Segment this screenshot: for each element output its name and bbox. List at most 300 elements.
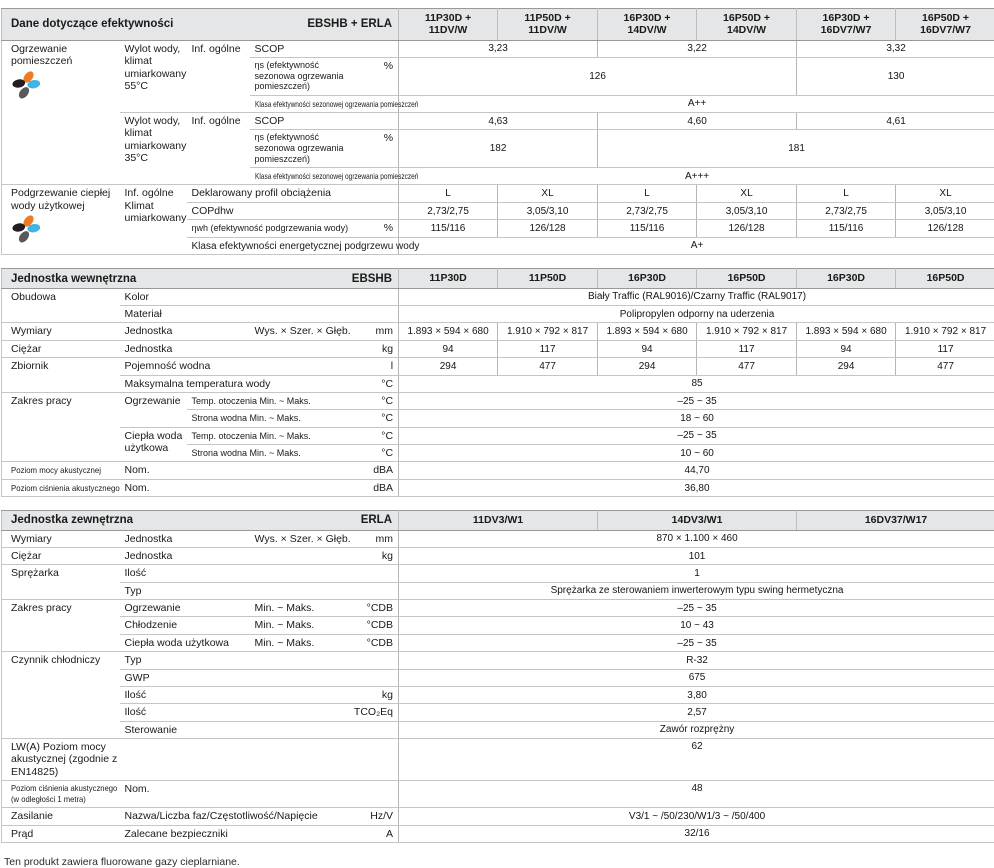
label-text: Strona wodna Min. ~ Maks.: [192, 413, 301, 424]
label-text: Min. ~ Maks.: [255, 637, 315, 649]
label-text: Nom.: [125, 783, 150, 795]
label-cell: [120, 781, 399, 808]
section-model-code: ERLA: [361, 514, 395, 526]
label-text: Sprężarka: [11, 567, 59, 579]
label-text: Ilość: [125, 567, 147, 579]
label-text: dBA: [373, 464, 393, 476]
table-row: [2, 565, 994, 582]
value-cell: 94: [399, 340, 498, 357]
label-cell: [120, 547, 354, 564]
label-text: Kolor: [125, 291, 150, 303]
label-text: LW(A) Poziom mocy akustycznej (zgodnie z EN14825): [11, 741, 118, 778]
label-text: °C: [381, 430, 393, 442]
label-text: Ilość: [125, 706, 147, 718]
column-header: 11P50D: [498, 269, 598, 288]
label-cell: [2, 781, 120, 808]
value-cell: 1.910 × 792 × 817: [896, 323, 994, 340]
value-cell: A+: [399, 237, 994, 255]
value-cell: 182: [399, 130, 598, 168]
label-text: Prąd: [11, 828, 33, 840]
value-cell: 3,32: [797, 40, 994, 57]
label-text: kg: [382, 689, 393, 701]
value-cell: L: [797, 185, 896, 202]
label-text: TCO₂Eq: [354, 706, 393, 718]
label-cell: [2, 600, 120, 652]
label-cell: [2, 652, 120, 739]
column-header: 16P30D + 14DV/W: [598, 9, 697, 41]
label-cell: [187, 392, 354, 409]
label-text: Zakres pracy: [11, 395, 72, 407]
label-cell: [354, 410, 399, 427]
label-cell: [250, 600, 354, 617]
value-cell: 477: [896, 358, 994, 375]
label-cell: [2, 392, 120, 462]
value-cell: 477: [498, 358, 598, 375]
value-cell: –25 ~ 35: [399, 392, 994, 409]
table-row: [2, 652, 994, 669]
section-model-code: EBSHB: [352, 273, 395, 285]
label-text: Ogrzewanie: [125, 602, 181, 614]
value-cell: Biały Traffic (RAL9016)/Czarny Traffic (RAL9017): [399, 288, 994, 305]
label-cell: [354, 392, 399, 409]
label-cell: [2, 739, 120, 781]
table-row: [2, 808, 994, 825]
label-cell: [250, 113, 399, 130]
label-text: ηs (efektywność sezonowa ogrzewania pomieszczeń): [255, 132, 352, 164]
value-cell: 101: [399, 547, 994, 564]
value-cell: –25 ~ 35: [399, 634, 994, 651]
label-text: °C: [381, 412, 393, 424]
label-text: Poziom mocy akustycznej: [11, 465, 101, 475]
label-cell: [120, 288, 399, 305]
value-cell: 4,61: [797, 113, 994, 130]
label-text: Wylot wody, klimat umiarkowany 35°C: [125, 115, 187, 165]
label-text: Temp. otoczenia Min. ~ Maks.: [192, 431, 311, 442]
label-cell: [354, 445, 399, 462]
label-text: Zalecane bezpieczniki: [125, 828, 228, 840]
value-cell: 4,63: [399, 113, 598, 130]
table-row: [2, 582, 994, 599]
footnote: Ten produkt zawiera fluorowane gazy cieplarniane.: [4, 856, 994, 868]
label-text: Materiał: [125, 308, 162, 320]
label-text: Jednostka: [125, 550, 173, 562]
label-text: Inf. ogólne Klimat umiarkowany: [125, 187, 187, 224]
section-header-row: [2, 511, 994, 530]
label-cell: [120, 634, 250, 651]
label-text: Ciepła woda użytkowa: [125, 430, 185, 455]
section-title: Jednostka zewnętrzna: [5, 514, 133, 526]
value-cell: 85: [399, 375, 994, 392]
value-cell: 48: [399, 781, 994, 808]
label-text: %: [384, 222, 393, 234]
label-text: Jednostka: [125, 343, 173, 355]
label-text: Ciężar: [11, 343, 41, 355]
label-text: Nom.: [125, 464, 150, 476]
label-text: Inf. ogólne: [192, 43, 241, 55]
value-cell: XL: [498, 185, 598, 202]
value-cell: 3,22: [598, 40, 797, 57]
label-cell: [187, 410, 354, 427]
label-cell: [354, 686, 399, 703]
label-cell: [120, 375, 354, 392]
value-cell: L: [399, 185, 498, 202]
label-cell: [250, 40, 399, 57]
label-cell: [250, 130, 354, 168]
table-row: [2, 358, 994, 375]
label-text: Obudowa: [11, 291, 56, 303]
value-cell: 115/116: [598, 220, 697, 237]
label-cell: [2, 808, 120, 825]
label-cell: [120, 306, 399, 323]
label-text: Ilość: [125, 689, 147, 701]
table-row: [2, 340, 994, 357]
value-cell: 181: [598, 130, 994, 168]
label-text: Zakres pracy: [11, 602, 72, 614]
value-cell: V3/1 ~ /50/230/W1/3 ~ /50/400: [399, 808, 994, 825]
label-cell: [354, 825, 399, 842]
value-cell: 3,80: [399, 686, 994, 703]
label-text: Typ: [125, 585, 142, 597]
label-cell: [187, 220, 354, 237]
value-cell: 94: [797, 340, 896, 357]
label-text: kg: [382, 343, 393, 355]
label-cell: [250, 323, 354, 340]
value-cell: 126/128: [896, 220, 994, 237]
value-cell: 32/16: [399, 825, 994, 842]
label-cell: [120, 427, 187, 462]
label-cell: [2, 462, 120, 479]
column-header: 16P50D: [896, 269, 994, 288]
label-text: mm: [376, 325, 394, 337]
section-header-row: [2, 269, 994, 288]
value-cell: 2,73/2,75: [598, 202, 697, 219]
label-cell: [354, 462, 399, 479]
label-text: Temp. otoczenia Min. ~ Maks.: [192, 396, 311, 407]
value-cell: 126: [399, 58, 797, 96]
section-header-cell: [2, 269, 399, 288]
label-cell: [250, 530, 354, 547]
spec-table-2: [1, 268, 994, 497]
value-cell: A++: [399, 95, 994, 112]
value-cell: –25 ~ 35: [399, 427, 994, 444]
value-cell: Zawór rozprężny: [399, 721, 994, 738]
label-text: Maksymalna temperatura wody: [125, 378, 271, 390]
label-cell: [120, 323, 250, 340]
label-text: Pojemność wodna: [125, 360, 211, 372]
label-cell: [120, 358, 354, 375]
label-text: Min. ~ Maks.: [255, 602, 315, 614]
label-cell: [354, 220, 399, 237]
label-cell: [120, 340, 354, 357]
label-cell: [2, 530, 120, 547]
label-cell: [120, 185, 187, 255]
value-cell: 1.893 × 594 × 680: [797, 323, 896, 340]
label-text: Deklarowany profil obciążenia: [192, 187, 332, 199]
label-text: Typ: [125, 654, 142, 666]
table-row: [2, 739, 994, 781]
label-cell: [120, 721, 399, 738]
label-cell: [187, 445, 354, 462]
label-cell: [250, 617, 354, 634]
label-cell: [354, 340, 399, 357]
label-text: SCOP: [255, 43, 285, 55]
column-header: 11P30D: [399, 269, 498, 288]
value-cell: 1.893 × 594 × 680: [598, 323, 697, 340]
value-cell: 18 ~ 60: [399, 410, 994, 427]
value-cell: 3,05/3,10: [697, 202, 797, 219]
label-text: Hz/V: [370, 810, 393, 822]
value-cell: 126/128: [697, 220, 797, 237]
label-text: Zasilanie: [11, 810, 53, 822]
value-cell: 44,70: [399, 462, 994, 479]
table-row: [2, 825, 994, 842]
column-header: 16P50D + 14DV/W: [697, 9, 797, 41]
value-cell: 2,73/2,75: [797, 202, 896, 219]
label-cell: [187, 113, 250, 185]
label-text: dBA: [373, 482, 393, 494]
column-header: 16P30D: [797, 269, 896, 288]
label-text: ηs (efektywność sezonowa ogrzewania pomieszczeń): [255, 60, 352, 92]
value-cell: R-32: [399, 652, 994, 669]
label-cell: [354, 202, 399, 219]
label-cell: [120, 113, 187, 185]
label-text: kg: [382, 550, 393, 562]
table-row: [2, 427, 994, 444]
value-cell: 1.910 × 792 × 817: [697, 323, 797, 340]
label-text: Wys. × Szer. × Głęb.: [255, 533, 351, 545]
label-cell: [354, 547, 399, 564]
label-cell: [120, 739, 399, 781]
table-row: [2, 288, 994, 305]
value-cell: 1.910 × 792 × 817: [498, 323, 598, 340]
table-row: [2, 40, 994, 57]
value-cell: L: [598, 185, 697, 202]
label-cell: [2, 825, 120, 842]
spec-table-1: [1, 8, 994, 255]
label-cell: [354, 479, 399, 496]
table-row: [2, 781, 994, 808]
label-text: Inf. ogólne: [192, 115, 241, 127]
label-cell: [187, 237, 399, 255]
table-row: [2, 704, 994, 721]
column-header: 16P50D: [697, 269, 797, 288]
label-cell: [120, 617, 250, 634]
label-text: mm: [376, 533, 394, 545]
label-cell: [120, 40, 187, 112]
label-text: Chłodzenie: [125, 619, 178, 631]
section-title: Jednostka wewnętrzna: [5, 273, 136, 285]
label-cell: [120, 462, 354, 479]
label-cell: [2, 40, 120, 185]
label-cell: [2, 479, 120, 496]
label-text: Sterowanie: [125, 724, 178, 736]
value-cell: 1: [399, 565, 994, 582]
label-cell: [120, 582, 399, 599]
label-cell: [354, 617, 399, 634]
section-header-row: [2, 9, 994, 41]
table-row: [2, 113, 994, 130]
spec-table-3: [1, 510, 994, 843]
label-text: Nom.: [125, 482, 150, 494]
label-cell: [354, 530, 399, 547]
label-cell: [354, 375, 399, 392]
label-text: °C: [381, 378, 393, 390]
label-cell: [250, 95, 399, 112]
table-row: [2, 462, 994, 479]
column-header: 16P30D + 16DV7/W7: [797, 9, 896, 41]
label-text: Ogrzewanie: [125, 395, 181, 407]
label-cell: [120, 600, 250, 617]
column-header: 11DV3/W1: [399, 511, 598, 530]
value-cell: 115/116: [797, 220, 896, 237]
label-text: Klasa efektywności sezonowej ogrzewania pomieszczeń: [255, 172, 418, 182]
value-cell: Sprężarka ze sterowaniem inwerterowym typu swing hermetyczna: [399, 582, 994, 599]
label-cell: [120, 392, 187, 427]
label-cell: [187, 40, 250, 112]
label-cell: [354, 185, 399, 202]
label-cell: [354, 323, 399, 340]
label-cell: [187, 427, 354, 444]
label-text: Podgrzewanie ciepłej wody użytkowej: [11, 187, 118, 212]
table-row: [2, 185, 994, 202]
label-text: Czynnik chłodniczy: [11, 654, 100, 666]
label-cell: [354, 600, 399, 617]
label-text: °C: [381, 447, 393, 459]
label-cell: [187, 202, 354, 219]
value-cell: 2,57: [399, 704, 994, 721]
label-cell: [250, 58, 354, 96]
label-cell: [120, 652, 399, 669]
value-cell: 94: [598, 340, 697, 357]
label-text: Min. ~ Maks.: [255, 619, 315, 631]
label-text: Ciężar: [11, 550, 41, 562]
label-text: Klasa efektywności energetycznej podgrzewu wody: [192, 241, 420, 253]
column-header: 16P30D: [598, 269, 697, 288]
label-text: SCOP: [255, 115, 285, 127]
label-text: ηwh (efektywność podgrzewania wody): [192, 223, 349, 234]
table-row: [2, 530, 994, 547]
value-cell: 130: [797, 58, 994, 96]
heating-icon: [12, 71, 42, 100]
label-cell: [2, 340, 120, 357]
label-text: Zbiornik: [11, 360, 48, 372]
value-cell: 36,80: [399, 479, 994, 496]
label-text: Wymiary: [11, 533, 52, 545]
value-cell: 117: [697, 340, 797, 357]
label-text: Klasa efektywności sezonowej ogrzewania pomieszczeń: [255, 100, 418, 110]
label-cell: [354, 704, 399, 721]
label-text: °CDB: [367, 637, 393, 649]
label-cell: [250, 168, 399, 185]
label-cell: [2, 185, 120, 255]
table-row: [2, 375, 994, 392]
label-cell: [120, 479, 354, 496]
value-cell: 4,60: [598, 113, 797, 130]
label-text: l: [391, 360, 393, 372]
label-cell: [2, 288, 120, 323]
value-cell: 3,05/3,10: [896, 202, 994, 219]
table-row: [2, 600, 994, 617]
label-text: %: [384, 60, 393, 72]
value-cell: XL: [697, 185, 797, 202]
label-text: Jednostka: [125, 325, 173, 337]
label-text: Nazwa/Liczba faz/Częstotliwość/Napięcie: [125, 810, 318, 822]
table-row: [2, 634, 994, 651]
label-text: COPdhw: [192, 205, 234, 217]
label-text: Jednostka: [125, 533, 173, 545]
label-text: Wymiary: [11, 325, 52, 337]
section-model-code: EBSHB + ERLA: [307, 18, 395, 30]
label-text: Ciepła woda użytkowa: [125, 637, 229, 649]
label-cell: [250, 634, 354, 651]
value-cell: XL: [896, 185, 994, 202]
label-text: Strona wodna Min. ~ Maks.: [192, 448, 301, 459]
label-cell: [2, 565, 120, 600]
label-text: Poziom ciśnienia akustycznego (w odległości 1 metra): [11, 783, 117, 804]
label-cell: [354, 427, 399, 444]
table-row: [2, 392, 994, 409]
value-cell: 62: [399, 739, 994, 781]
value-cell: 294: [797, 358, 896, 375]
label-text: °CDB: [367, 602, 393, 614]
spec-tables: [0, 8, 994, 843]
value-cell: 477: [697, 358, 797, 375]
label-text: Wys. × Szer. × Głęb.: [255, 325, 351, 337]
label-text: %: [384, 132, 393, 144]
value-cell: A+++: [399, 168, 994, 185]
label-cell: [2, 547, 120, 564]
label-cell: [354, 58, 399, 96]
value-cell: 3,05/3,10: [498, 202, 598, 219]
label-cell: [120, 530, 250, 547]
section-header-cell: [2, 9, 399, 41]
label-text: Poziom ciśnienia akustycznego: [11, 483, 120, 493]
section-header-cell: [2, 511, 399, 530]
value-cell: –25 ~ 35: [399, 600, 994, 617]
dhw-icon: [12, 215, 42, 244]
value-cell: 2,73/2,75: [399, 202, 498, 219]
label-text: Wylot wody, klimat umiarkowany 55°C: [125, 43, 187, 93]
label-cell: [354, 130, 399, 168]
value-cell: 675: [399, 669, 994, 686]
table-row: [2, 617, 994, 634]
label-cell: [120, 669, 399, 686]
label-cell: [120, 825, 354, 842]
label-text: A: [386, 828, 393, 840]
column-header: 14DV3/W1: [598, 511, 797, 530]
label-text: GWP: [125, 672, 150, 684]
label-cell: [120, 565, 399, 582]
column-header: 16P50D + 16DV7/W7: [896, 9, 994, 41]
label-cell: [120, 808, 354, 825]
value-cell: 115/116: [399, 220, 498, 237]
table-row: [2, 323, 994, 340]
value-cell: 294: [399, 358, 498, 375]
value-cell: 117: [896, 340, 994, 357]
value-cell: Polipropylen odporny na uderzenia: [399, 306, 994, 323]
value-cell: 294: [598, 358, 697, 375]
label-text: °CDB: [367, 619, 393, 631]
label-cell: [354, 634, 399, 651]
label-text: °C: [381, 395, 393, 407]
section-title: Dane dotyczące efektywności: [5, 18, 173, 30]
column-header: 11P30D + 11DV/W: [399, 9, 498, 41]
value-cell: 1.893 × 594 × 680: [399, 323, 498, 340]
value-cell: 10 ~ 43: [399, 617, 994, 634]
value-cell: 117: [498, 340, 598, 357]
value-cell: 870 × 1.100 × 460: [399, 530, 994, 547]
label-cell: [354, 808, 399, 825]
